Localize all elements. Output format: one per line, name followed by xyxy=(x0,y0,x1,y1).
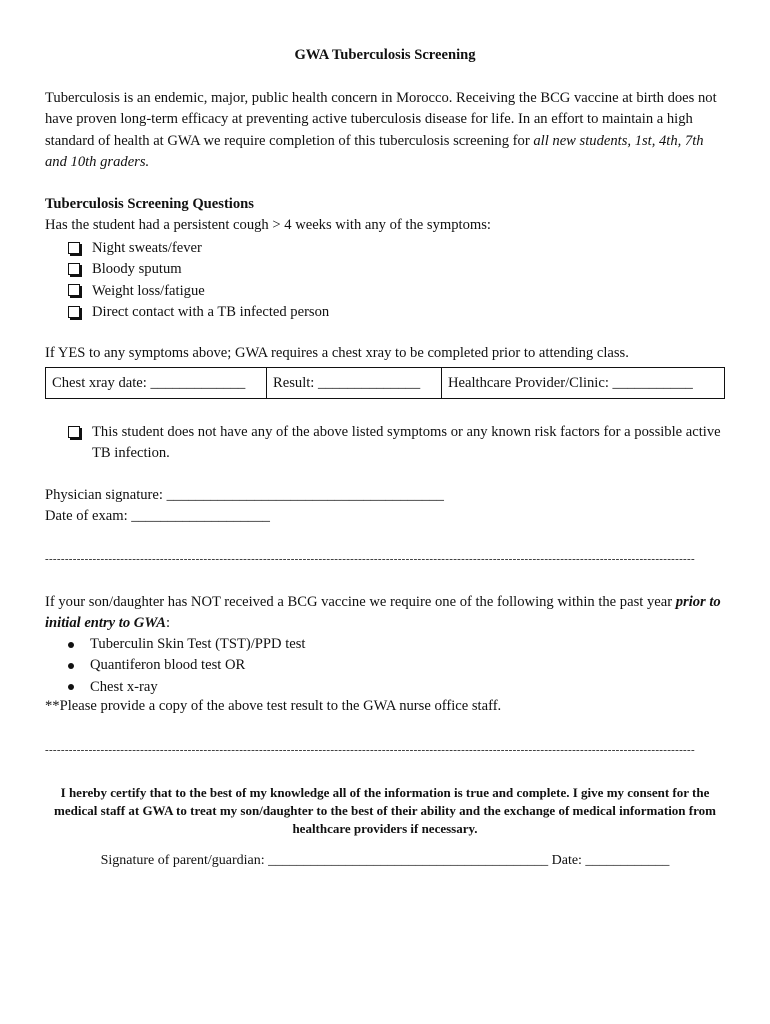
divider: -------------------------------------------------------------------------------------------------------------------------------------------------------------------- xyxy=(45,553,695,565)
intro-target-groups: all new students, 1st, 4th, 7th and 10th graders. xyxy=(45,132,704,170)
symptom-label: Weight loss/fatigue xyxy=(92,282,205,299)
xray-table xyxy=(45,367,725,399)
bcg-emphasis: prior to initial entry to GWA xyxy=(45,594,721,632)
page-title: GWA Tuberculosis Screening xyxy=(294,47,476,63)
symptom-item[interactable] xyxy=(68,259,329,280)
parent-signature-field[interactable]: Signature of parent/guardian: ________________________________________ Date: ____________ xyxy=(100,853,670,868)
symptom-item[interactable] xyxy=(68,302,329,323)
test-option-label: Tuberculin Skin Test (TST)/PPD test xyxy=(90,636,306,652)
bcg-text: If your son/daughter has NOT received a BCG vaccine we require one of the following within the past year xyxy=(45,594,676,610)
no-symptoms-label: This student does not have any of the above listed symptoms or any known risk factors for a possible active TB infection. xyxy=(92,424,721,462)
symptom-label: Direct contact with a TB infected person xyxy=(92,303,330,320)
bullet-icon xyxy=(68,642,74,648)
list-item xyxy=(68,634,305,655)
checkbox-icon[interactable] xyxy=(68,284,80,296)
if-yes-instruction: If YES to any symptoms above; GWA requires a chest xray to be completed prior to attending class. xyxy=(45,345,629,361)
checkbox-icon[interactable] xyxy=(68,426,80,438)
list-item xyxy=(68,677,305,698)
divider: -------------------------------------------------------------------------------------------------------------------------------------------------------------------- xyxy=(45,744,695,756)
bullet-icon xyxy=(68,663,74,669)
copy-note: **Please provide a copy of the above test result to the GWA nurse office staff. xyxy=(45,698,502,714)
symptom-item[interactable] xyxy=(68,238,329,259)
intro-paragraph xyxy=(45,88,725,173)
physician-section xyxy=(45,485,444,528)
xray-result-field[interactable]: Result: ______________ xyxy=(267,368,442,399)
list-item xyxy=(68,655,305,676)
symptom-label: Night sweats/fever xyxy=(92,240,202,256)
checkbox-icon[interactable] xyxy=(68,263,80,275)
checkbox-icon[interactable] xyxy=(68,306,80,318)
symptom-item[interactable] xyxy=(68,281,329,302)
screening-question: Has the student had a persistent cough > 4 weeks with any of the symptoms: xyxy=(45,217,491,233)
symptom-checklist xyxy=(68,238,329,323)
test-options-list xyxy=(68,634,305,698)
certification-statement: I hereby certify that to the best of my knowledge all of the information is true and complete. I give my consent for the medical staff at GWA to treat my son/daughter to the best of their ability and the exchange of medical information from healthcare providers if necessary. xyxy=(54,785,716,836)
exam-date-field[interactable]: Date of exam: ___________________ xyxy=(45,508,270,525)
bcg-paragraph xyxy=(45,592,725,635)
bcg-colon: : xyxy=(165,615,171,632)
test-option-label: Chest x-ray xyxy=(90,678,158,695)
bullet-icon xyxy=(68,684,74,690)
symptom-label: Bloody sputum xyxy=(92,261,182,278)
xray-date-field[interactable]: Chest xray date: _____________ xyxy=(46,368,267,399)
intro-text: Tuberculosis is an endemic, major, public health concern in Morocco. Receiving the BCG vaccine at birth does not have proven long-term efficacy at preventing active tuberculosis disease for life. In an effort to maintain a high standard of health at GWA we require completion of this tuberculosis screening for xyxy=(45,90,717,149)
no-symptoms-item[interactable] xyxy=(68,422,722,465)
screening-heading: Tuberculosis Screening Questions xyxy=(45,196,254,212)
checkbox-icon[interactable] xyxy=(68,242,80,254)
physician-signature-field[interactable]: Physician signature: ______________________________________ xyxy=(45,487,444,503)
test-option-label: Quantiferon blood test OR xyxy=(90,657,246,674)
xray-provider-field[interactable]: Healthcare Provider/Clinic: ___________ xyxy=(442,368,725,399)
